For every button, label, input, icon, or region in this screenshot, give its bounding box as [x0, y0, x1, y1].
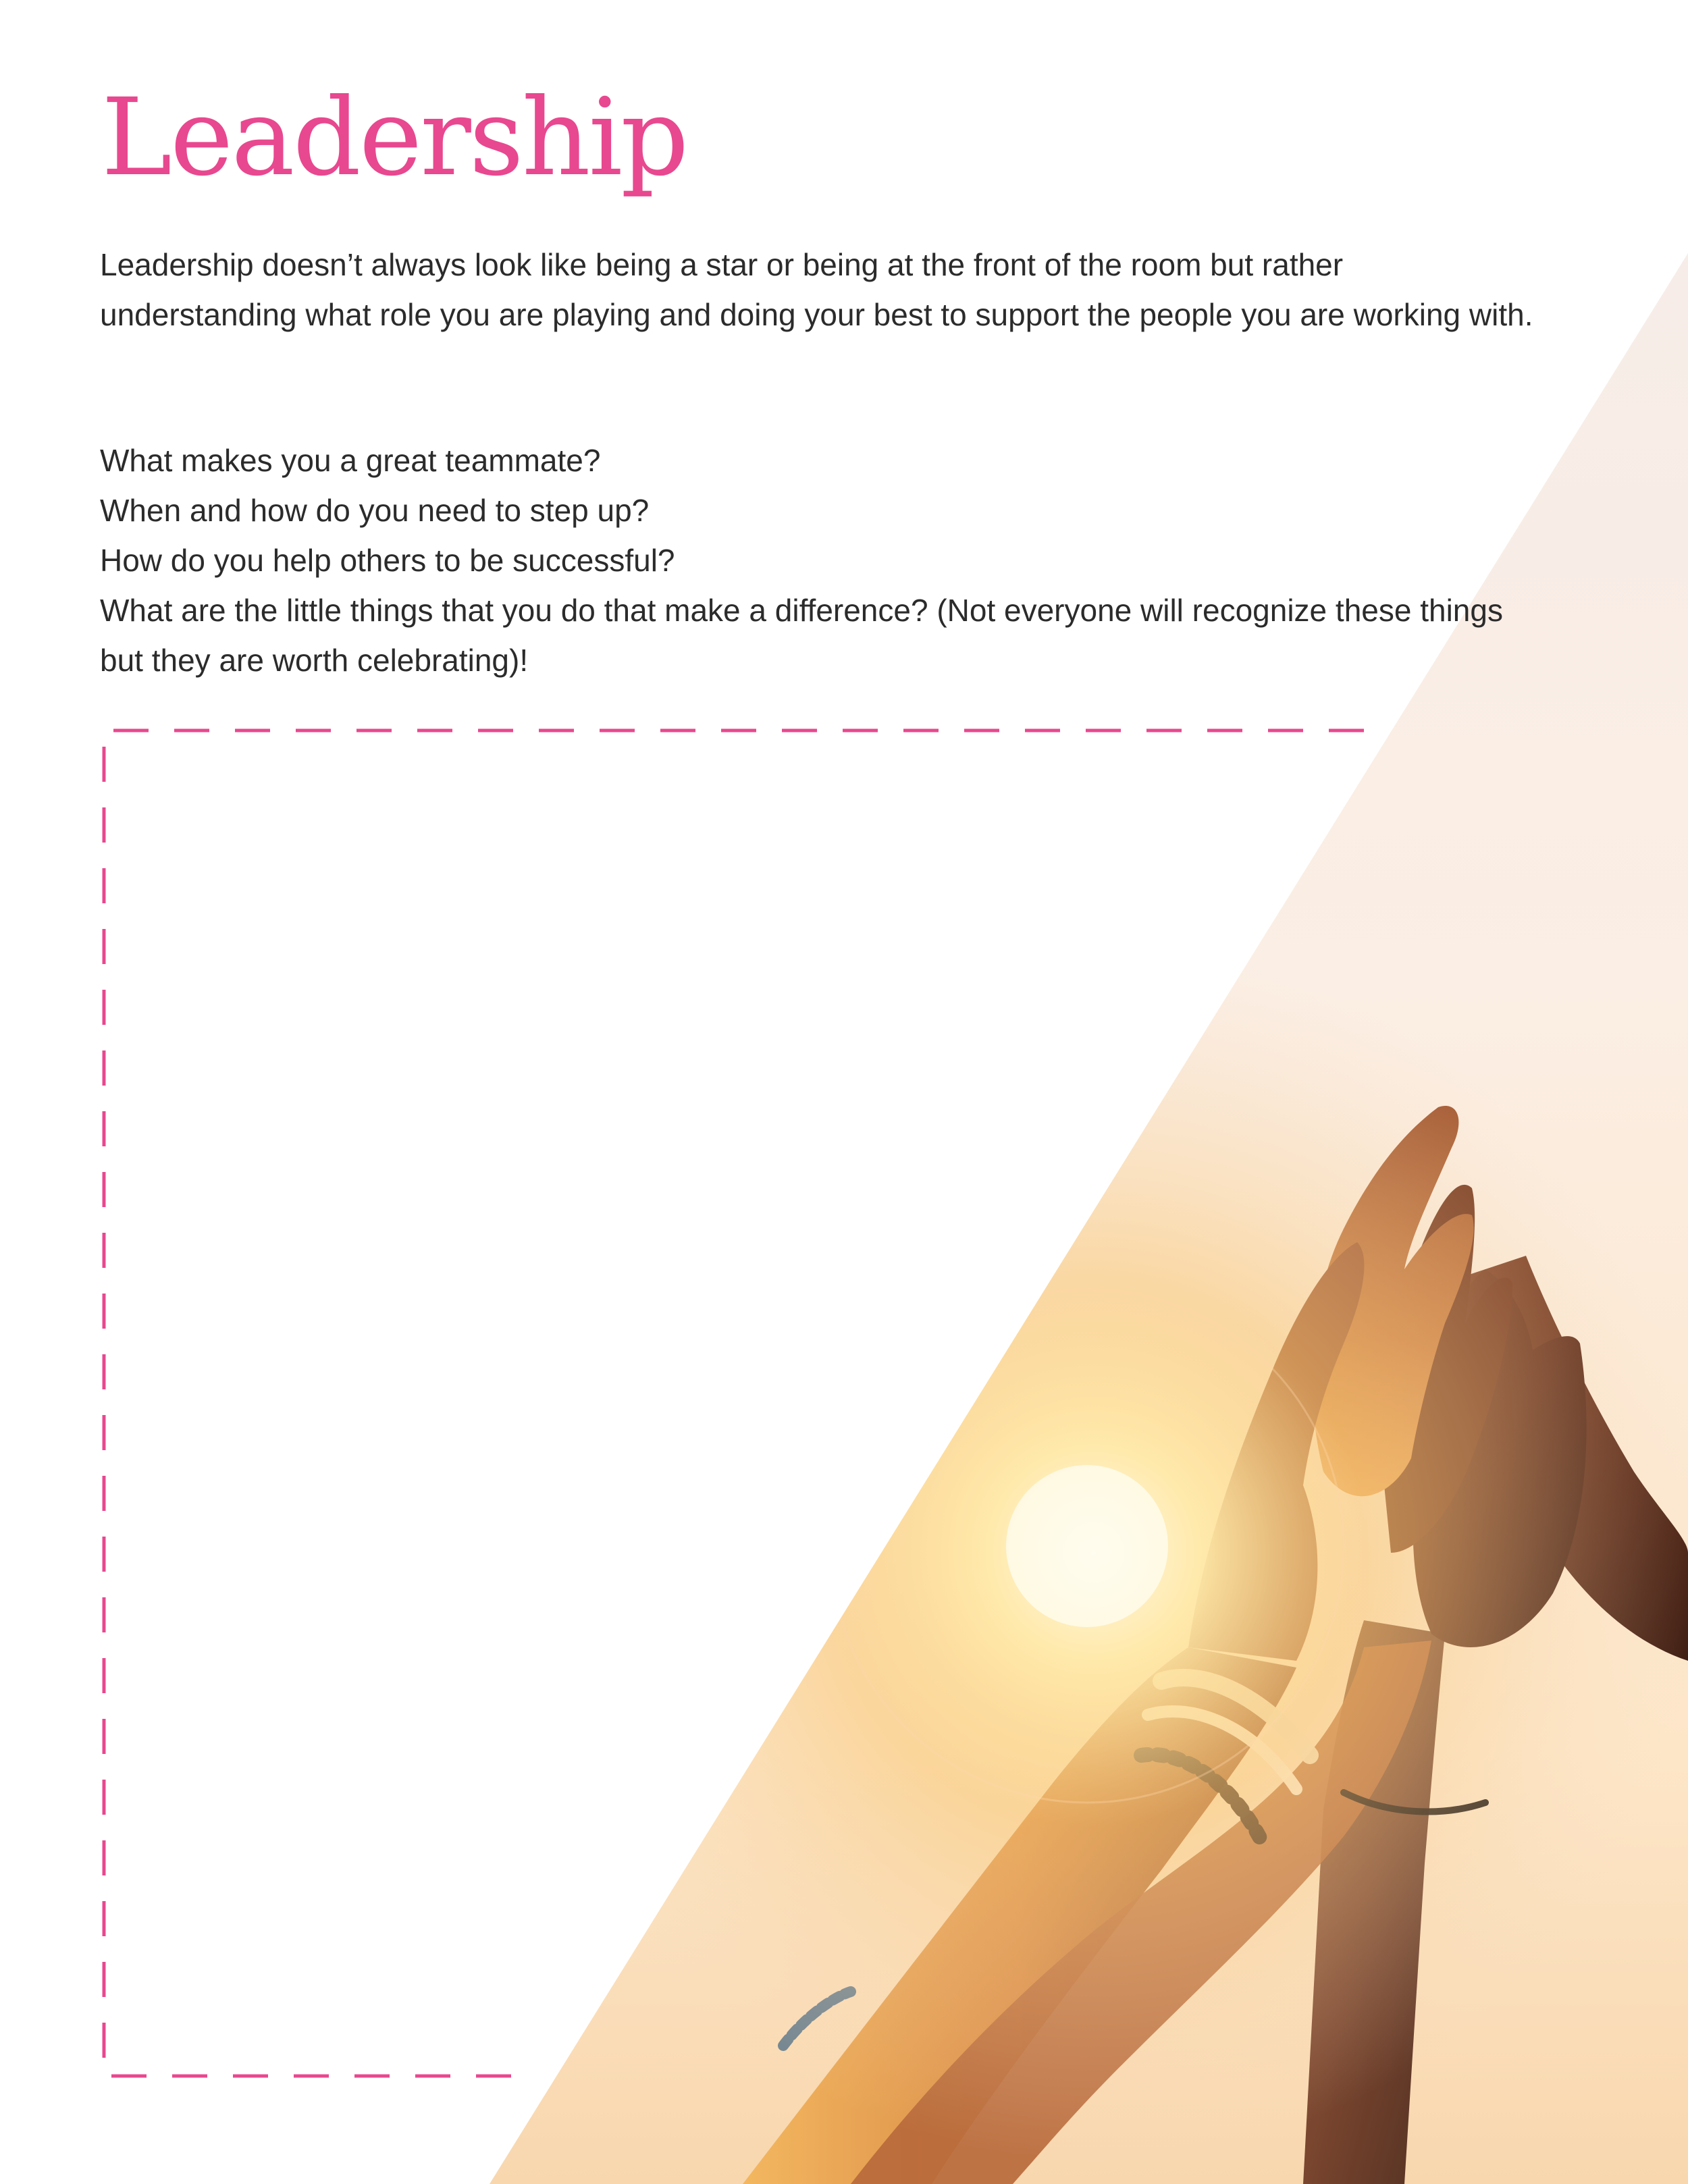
- question-item: What are the little things that you do that make a difference? (Not everyone will recognize these things but they are worth celebrating)!: [100, 593, 1503, 678]
- page-title: Leadership: [101, 76, 687, 200]
- question-item: How do you help others to be successful?: [100, 543, 675, 578]
- intro-paragraph: Leadership doesn’t always look like being a star or being at the front of the room but rather understanding what role you are playing and doing your best to support the people you are working with.: [100, 247, 1533, 332]
- question-item: When and how do you need to step up?: [100, 493, 650, 528]
- question-list: [100, 435, 1545, 685]
- question-item: What makes you a great teammate?: [100, 443, 601, 478]
